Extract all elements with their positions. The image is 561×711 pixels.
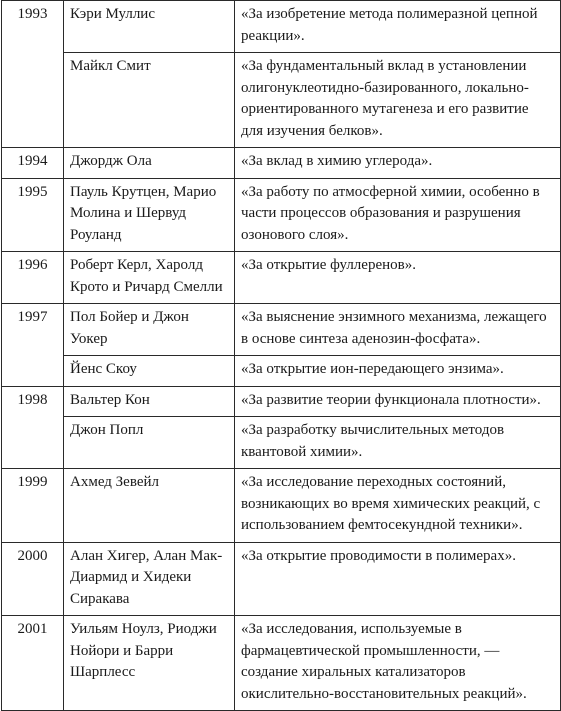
- year-cell: 2000: [2, 542, 64, 616]
- year-cell: 1999: [2, 469, 64, 543]
- reason-cell: «За фундаментальный вклад в установлении олигонуклеотидно-базированного, локально-ориентированного мутагенеза и его развитие для изучения белков».: [235, 53, 561, 148]
- table-row: [2, 469, 561, 543]
- table-row: [2, 616, 561, 711]
- reason-cell: «За выяснение энзимного механизма, лежащего в основе синтеза аденозин-фосфата».: [235, 304, 561, 356]
- year-cell: 1997: [2, 304, 64, 387]
- laureate-cell: Вальтер Кон: [64, 386, 235, 417]
- table-row: [2, 252, 561, 304]
- table-row: [2, 53, 561, 148]
- laureate-cell: Уильям Ноулз, Риоджи Нойори и Барри Шарплесс: [64, 616, 235, 711]
- table-row: [2, 1, 561, 53]
- table-row: [2, 542, 561, 616]
- reason-cell: «За разработку вычислительных методов квантовой химии».: [235, 417, 561, 469]
- table-row: [2, 386, 561, 417]
- laureate-cell: Джордж Ола: [64, 148, 235, 179]
- reason-cell: «За открытие проводимости в полимерах».: [235, 542, 561, 616]
- nobel-chemistry-table: [1, 0, 561, 711]
- reason-cell: «За исследование переходных состояний, возникающих во время химических реакций, с использованием фемтосекундной техники».: [235, 469, 561, 543]
- table-row: [2, 178, 561, 252]
- year-cell: 1998: [2, 386, 64, 469]
- laureate-cell: Алан Хигер, Алан Мак-Диармид и Хидеки Сиракава: [64, 542, 235, 616]
- laureate-cell: Пол Бойер и Джон Уокер: [64, 304, 235, 356]
- table-row: [2, 148, 561, 179]
- reason-cell: «За исследования, используемые в фармацевтической промышленности, — создание хиральных катализаторов окислительно-восстановительных реакций».: [235, 616, 561, 711]
- year-cell: 2001: [2, 616, 64, 711]
- year-cell: 1996: [2, 252, 64, 304]
- table-row: [2, 304, 561, 356]
- laureate-cell: Кэри Муллис: [64, 1, 235, 53]
- reason-cell: «За вклад в химию углерода».: [235, 148, 561, 179]
- reason-cell: «За изобретение метода полимеразной цепной реакции».: [235, 1, 561, 53]
- reason-cell: «За открытие ион-передающего энзима».: [235, 356, 561, 387]
- laureate-cell: Ахмед Зевейл: [64, 469, 235, 543]
- year-cell: 1994: [2, 148, 64, 179]
- laureate-cell: Майкл Смит: [64, 53, 235, 148]
- table-row: [2, 417, 561, 469]
- reason-cell: «За открытие фуллеренов».: [235, 252, 561, 304]
- laureate-cell: Йенс Скоу: [64, 356, 235, 387]
- table-row: [2, 356, 561, 387]
- reason-cell: «За развитие теории функционала плотности».: [235, 386, 561, 417]
- year-cell: 1995: [2, 178, 64, 252]
- laureate-cell: Джон Попл: [64, 417, 235, 469]
- laureate-cell: Пауль Крутцен, Марио Молина и Шервуд Роуланд: [64, 178, 235, 252]
- reason-cell: «За работу по атмосферной химии, особенно в части процессов образования и разрушения озонового слоя».: [235, 178, 561, 252]
- year-cell: 1993: [2, 1, 64, 148]
- laureate-cell: Роберт Керл, Харолд Крото и Ричард Смелли: [64, 252, 235, 304]
